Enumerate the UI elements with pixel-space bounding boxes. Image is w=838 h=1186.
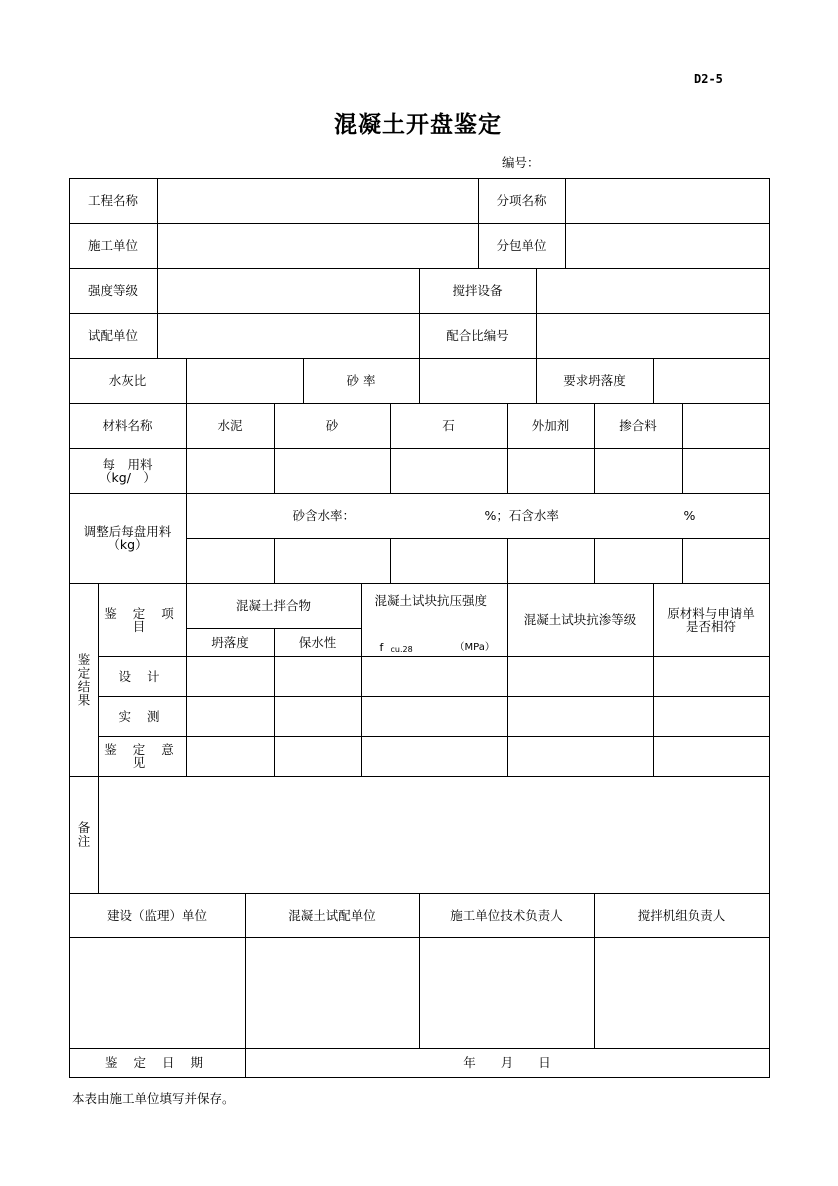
- sand-moisture-label: 砂含水率：: [292, 507, 356, 523]
- signature-header-owner: 建设（监理）单位: [69, 893, 246, 938]
- design-water-retention[interactable]: [274, 656, 362, 697]
- signature-field-mixer-lead[interactable]: [594, 937, 770, 1049]
- construction-unit-field[interactable]: [157, 223, 479, 269]
- signature-field-owner[interactable]: [69, 937, 246, 1049]
- opinion-slump[interactable]: [186, 736, 275, 777]
- item-label: [98, 583, 187, 657]
- project-name-field[interactable]: [157, 178, 479, 224]
- subcontract-unit-field[interactable]: [565, 223, 770, 269]
- measured-label: [98, 696, 187, 737]
- water-cement-ratio-field[interactable]: [186, 358, 304, 404]
- measured-impermeability[interactable]: [507, 696, 654, 737]
- measured-compressive[interactable]: [361, 696, 508, 737]
- percent-sign: %: [683, 507, 696, 523]
- identification-section-label: [69, 583, 99, 777]
- material-stone: 石: [390, 403, 508, 449]
- per-usage-line1: 每 用料: [102, 456, 153, 472]
- material-additive: 掺合料: [594, 403, 683, 449]
- material-admixture: 外加剂: [507, 403, 595, 449]
- remarks-label: [69, 776, 99, 894]
- date-label-text: 鉴 定 日 期: [105, 1055, 209, 1070]
- impermeability-header: 混凝土试块抗渗等级: [507, 583, 654, 657]
- usage-cell[interactable]: [682, 448, 770, 494]
- adjusted-cell[interactable]: [186, 538, 275, 584]
- design-compressive[interactable]: [361, 656, 508, 697]
- mixing-equipment-field[interactable]: [536, 268, 770, 314]
- measured-text: 实 测: [118, 708, 166, 724]
- fcu-subscript: cu.28: [390, 644, 413, 654]
- mpa-unit: （MPa）: [454, 641, 495, 653]
- adjusted-cell[interactable]: [682, 538, 770, 584]
- sub-item-name-label: 分项名称: [478, 178, 566, 224]
- usage-cell[interactable]: [594, 448, 683, 494]
- strength-grade-field[interactable]: [157, 268, 420, 314]
- opinion-impermeability[interactable]: [507, 736, 654, 777]
- sand-ratio-label: 砂 率: [303, 358, 420, 404]
- mixture-header: 混凝土拌合物: [186, 583, 362, 629]
- serial-label: 编号：: [502, 155, 540, 170]
- material-extra[interactable]: [682, 403, 770, 449]
- water-retention-header: 保水性: [274, 628, 362, 657]
- conformity-header: 原材料与申请单是否相符: [653, 583, 770, 657]
- moisture-row: [186, 493, 770, 539]
- opinion-conformity[interactable]: [653, 736, 770, 777]
- design-slump[interactable]: [186, 656, 275, 697]
- compressive-header: [361, 583, 508, 657]
- signature-header-trial-unit: 混凝土试配单位: [245, 893, 420, 938]
- water-cement-ratio-label: 水灰比: [69, 358, 187, 404]
- adjusted-cell[interactable]: [274, 538, 391, 584]
- measured-water-retention[interactable]: [274, 696, 362, 737]
- date-value: 年 月 日: [463, 1055, 551, 1070]
- opinion-label: [98, 736, 187, 777]
- sub-item-name-field[interactable]: [565, 178, 770, 224]
- subcontract-unit-label: 分包单位: [478, 223, 566, 269]
- item-text: 鉴 定 项 目: [104, 605, 180, 634]
- identification-section-text: 鉴定结果: [76, 652, 91, 707]
- construction-unit-label: 施工单位: [69, 223, 158, 269]
- required-slump-label: 要求坍落度: [536, 358, 654, 404]
- stone-moisture-label: %；石含水率: [484, 507, 559, 523]
- date-label: [69, 1048, 246, 1078]
- material-sand: 砂: [274, 403, 391, 449]
- opinion-water-retention[interactable]: [274, 736, 362, 777]
- trial-unit-label: 试配单位: [69, 313, 158, 359]
- usage-cell[interactable]: [274, 448, 391, 494]
- design-label: [98, 656, 187, 697]
- usage-cell[interactable]: [507, 448, 595, 494]
- per-usage-line2: （kg/ ）: [99, 469, 156, 485]
- strength-grade-label: 强度等级: [69, 268, 158, 314]
- project-name-label: 工程名称: [69, 178, 158, 224]
- page-title: 混凝土开盘鉴定: [334, 112, 502, 138]
- material-cement: 水泥: [186, 403, 275, 449]
- adjusted-cell[interactable]: [390, 538, 508, 584]
- per-usage-label: [69, 448, 187, 494]
- opinion-compressive[interactable]: [361, 736, 508, 777]
- fcu-symbol: f: [379, 640, 384, 654]
- remarks-text: 备注: [76, 821, 91, 848]
- required-slump-field[interactable]: [653, 358, 770, 404]
- design-impermeability[interactable]: [507, 656, 654, 697]
- signature-field-tech-lead[interactable]: [419, 937, 595, 1049]
- signature-header-mixer-lead: 搅拌机组负责人: [594, 893, 770, 938]
- date-field[interactable]: [245, 1048, 770, 1078]
- adjusted-usage-label: [69, 493, 187, 584]
- measured-conformity[interactable]: [653, 696, 770, 737]
- remarks-field[interactable]: [98, 776, 770, 894]
- footnote: 本表由施工单位填写并保存。: [72, 1091, 235, 1106]
- signature-header-tech-lead: 施工单位技术负责人: [419, 893, 595, 938]
- adjusted-line2: （kg）: [107, 537, 148, 552]
- opinion-text: 鉴 定 意 见: [104, 742, 180, 770]
- material-name-label: 材料名称: [69, 403, 187, 449]
- design-conformity[interactable]: [653, 656, 770, 697]
- usage-cell[interactable]: [390, 448, 508, 494]
- form-code: D2-5: [694, 72, 723, 86]
- mix-ratio-no-field[interactable]: [536, 313, 770, 359]
- slump-header: 坍落度: [186, 628, 275, 657]
- adjusted-cell[interactable]: [507, 538, 595, 584]
- compressive-text: 混凝土试块抗压强度: [374, 592, 488, 608]
- sand-ratio-field[interactable]: [419, 358, 537, 404]
- measured-slump[interactable]: [186, 696, 275, 737]
- signature-field-trial-unit[interactable]: [245, 937, 420, 1049]
- design-text: 设 计: [118, 668, 166, 684]
- adjusted-line1: 调整后每盘用料: [83, 524, 172, 539]
- mixing-equipment-label: 搅拌设备: [419, 268, 537, 314]
- adjusted-cell[interactable]: [594, 538, 683, 584]
- usage-cell[interactable]: [186, 448, 275, 494]
- trial-unit-field[interactable]: [157, 313, 420, 359]
- mix-ratio-no-label: 配合比编号: [419, 313, 537, 359]
